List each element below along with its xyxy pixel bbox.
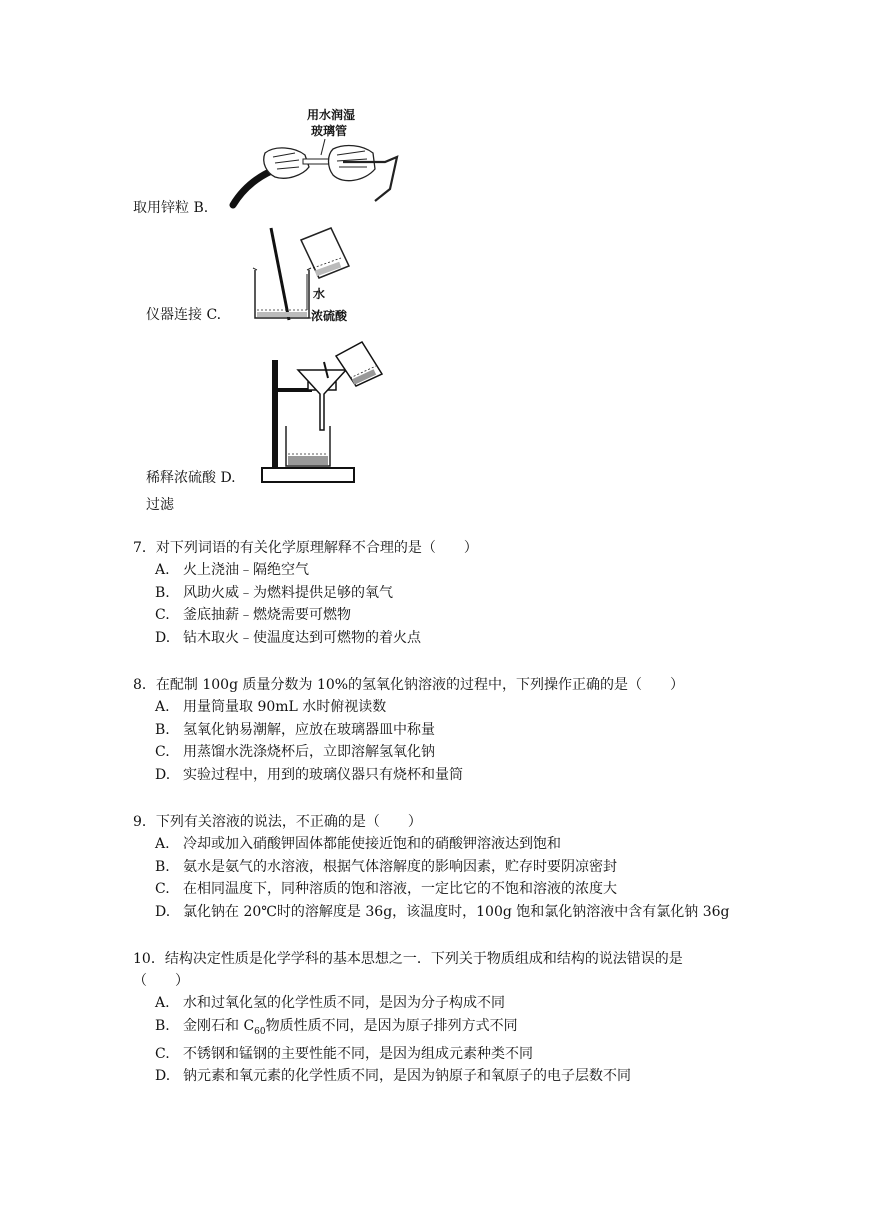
option-text: 釜底抽薪﹣燃烧需要可燃物 (183, 607, 351, 623)
option-c[interactable] (133, 741, 853, 764)
option-text: 风助火威﹣为燃料提供足够的氧气 (183, 584, 393, 601)
fig2-label-acid: 浓硫酸 (311, 309, 348, 323)
option-a[interactable] (133, 833, 853, 856)
figure-dilute-sulfuric-acid (245, 226, 375, 324)
caption-dilute-acid: 稀释浓硫酸 D. (146, 470, 236, 486)
option-label: C. (155, 1045, 170, 1062)
option-a[interactable] (133, 992, 853, 1015)
fig1-label-line1: 用水润湿 (307, 108, 356, 122)
question-stem-continuation: （ ） (133, 973, 189, 989)
option-text: 水和过氧化氢的化学性质不同，是因为分子构成不同 (183, 995, 505, 1011)
option-text: 在相同温度下，同种溶质的饱和溶液，一定比它的不饱和溶液的浓度大 (183, 881, 617, 897)
caption-instrument-connection: 仪器连接 C. (146, 307, 222, 323)
question-stem: 8．在配制 100g 质量分数为 10%的氢氧化钠溶液的过程中，下列操作正确的是（ ） (133, 677, 685, 693)
option-text: 氢氧化钠易潮解，应放在玻璃器皿中称量 (183, 721, 435, 738)
option-label: C. (155, 607, 170, 623)
option-a[interactable] (133, 559, 853, 582)
option-c[interactable] (133, 604, 853, 627)
option-label: C. (155, 744, 170, 760)
option-label: A. (155, 562, 170, 578)
option-text: 氨水是氨气的水溶液，根据气体溶解度的影响因素，贮存时要阴凉密封 (183, 858, 617, 875)
fig2-label-water: 水 (313, 287, 326, 301)
option-c[interactable] (133, 1043, 853, 1066)
option-label: B. (155, 721, 170, 738)
option-text: 钠元素和氧元素的化学性质不同，是因为钠原子和氧原子的电子层数不同 (183, 1068, 631, 1085)
option-label: B. (155, 584, 170, 601)
option-label: A. (155, 995, 170, 1011)
option-a[interactable] (133, 696, 853, 719)
option-b[interactable] (133, 582, 853, 605)
option-text: 用量筒量取 90mL 水时俯视读数 (183, 699, 387, 715)
option-text: 钻木取火﹣使温度达到可燃物的着火点 (183, 629, 421, 646)
option-d[interactable] (133, 1065, 853, 1088)
question-stem: 9．下列有关溶液的说法，不正确的是（ ） (133, 814, 422, 830)
option-label: A. (155, 699, 170, 715)
question-10 (133, 948, 853, 1088)
option-b[interactable] (133, 856, 853, 879)
fig1-label-line2: 玻璃管 (311, 124, 348, 138)
option-label: C. (155, 881, 170, 897)
option-text: 用蒸馏水洗涤烧杯后，立即溶解氢氧化钠 (183, 744, 435, 760)
option-text: 火上浇油﹣隔绝空气 (183, 562, 309, 578)
question-7 (133, 537, 853, 649)
option-d[interactable] (133, 764, 853, 787)
option-text: 冷却或加入硝酸钾固体都能使接近饱和的硝酸钾溶液达到饱和 (183, 836, 561, 852)
option-text: 氯化钠在 20℃时的溶解度是 36g，该温度时，100g 饱和氯化钠溶液中含有氯化钠 36g (183, 903, 730, 920)
option-text: 不锈钢和锰钢的主要性能不同，是因为组成元素种类不同 (183, 1045, 533, 1062)
question-8 (133, 674, 853, 786)
figure-instrument-connection (225, 105, 405, 217)
option-label: D. (155, 903, 171, 920)
caption-filtration: 过滤 (146, 497, 174, 513)
option-b[interactable] (133, 1015, 853, 1043)
option-label: A. (155, 836, 170, 852)
option-d[interactable] (133, 901, 853, 924)
figure-filtration (258, 338, 388, 486)
caption-take-zinc: 取用锌粒 B. (133, 200, 209, 216)
option-label: D. (155, 629, 171, 646)
option-c[interactable] (133, 878, 853, 901)
option-text-subscript: 60 (254, 1026, 266, 1037)
option-d[interactable] (133, 627, 853, 650)
option-label: B. (155, 858, 170, 875)
option-label: D. (155, 1068, 171, 1085)
option-b[interactable] (133, 719, 853, 742)
option-label: B. (155, 1017, 170, 1034)
question-stem: 7．对下列词语的有关化学原理解释不合理的是（ ） (133, 540, 478, 556)
option-label: D. (155, 766, 171, 783)
option-text-post: 物质性质不同，是因为原子排列方式不同 (265, 1017, 518, 1034)
option-text-pre: 金刚石和 C (183, 1017, 255, 1034)
option-text: 实验过程中，用到的玻璃仪器只有烧杯和量筒 (183, 766, 463, 783)
question-9 (133, 811, 853, 923)
question-stem: 10．结构决定性质是化学学科的基本思想之一．下列关于物质组成和结构的说法错误的是 (133, 951, 683, 967)
